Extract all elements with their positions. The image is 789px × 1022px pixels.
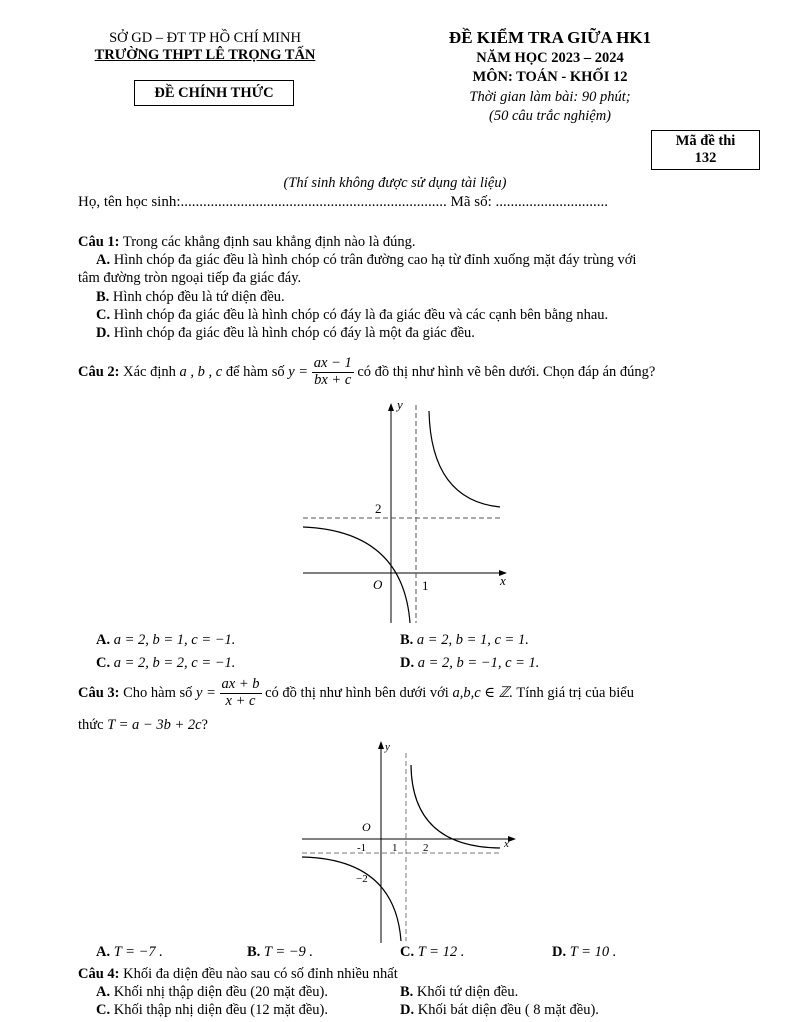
question-count: (50 câu trắc nghiệm) xyxy=(488,108,611,124)
q3-graph xyxy=(300,735,520,945)
q1-option-b: B. Hình chóp đều là tứ diện đều. xyxy=(96,289,285,305)
exam-code-label: Mã đề thi xyxy=(675,133,736,149)
y-axis-label: y xyxy=(385,741,390,753)
q4-option-a: A. Khối nhị thập diện đều (20 mặt đều). xyxy=(96,984,328,1000)
q2-graph xyxy=(295,395,510,625)
official-badge: ĐỀ CHÍNH THỨC xyxy=(134,80,294,106)
exam-code-box xyxy=(651,130,760,170)
exam-code: 132 xyxy=(694,150,717,166)
q2-option-d: D. a = 2, b = −1, c = 1. xyxy=(400,655,540,671)
exam-title: ĐỀ KIỂM TRA GIỮA HK1 xyxy=(448,28,652,47)
q4-option-d: D. Khối bát diện đều ( 8 mặt đều). xyxy=(400,1002,599,1018)
department-name: SỞ GD – ĐT TP HỒ CHÍ MINH xyxy=(109,30,301,46)
x-axis-label: x xyxy=(500,573,506,588)
q3-fraction: $\frac{ax + b}{x + c}$ xyxy=(221,676,260,710)
q3-option-a: A. T = −7 . xyxy=(96,944,163,960)
tick-y-2: 2 xyxy=(375,501,382,516)
tick-y-neg2: −2 xyxy=(356,873,368,885)
school-name: TRƯỜNG THPT LÊ TRỌNG TẤN xyxy=(94,47,316,63)
tick-x-1: 1 xyxy=(392,842,398,854)
origin-label: O xyxy=(362,820,371,834)
q2-option-b: B. a = 2, b = 1, c = 1. xyxy=(400,632,529,648)
q4-option-b: B. Khối tứ diện đều. xyxy=(400,984,519,1000)
tick-x-neg1: -1 xyxy=(357,842,367,854)
q1-option-a-cont: tâm đường tròn ngoại tiếp đa giác đáy. xyxy=(78,270,302,286)
question-label: Câu 1: xyxy=(78,234,120,250)
y-axis-label: y xyxy=(397,397,403,412)
q1-option-d: D. Hình chóp đa giác đều là hình chóp có đáy là một đa giác đều. xyxy=(96,325,475,341)
question-4: Câu 4: Khối đa diện đều nào sau có số đỉnh nhiều nhất xyxy=(78,966,398,982)
question-2: Câu 2: Xác định a , b , c để hàm số y = $\frac{ax - 1}{bx + c}$ có đồ thị như hình vẽ bên dưới. Chọn đáp án đúng? xyxy=(78,355,656,389)
question-3: Câu 3: Cho hàm số y = $\frac{ax + b}{x + c}$ có đồ thị như hình bên dưới với a,b,c ∈ ℤ. Tính giá trị của biểu xyxy=(78,676,634,710)
q2-fraction: $\frac{ax - 1}{bx + c}$ xyxy=(313,355,352,389)
question-text: Trong các khẳng định sau khẳng định nào là đúng. xyxy=(122,234,416,250)
q3-option-c: C. T = 12 . xyxy=(400,944,465,960)
q3-option-b: B. T = −9 . xyxy=(247,944,314,960)
notice: (Thí sinh không được sử dụng tài liệu) xyxy=(283,175,507,191)
origin-label: O xyxy=(373,577,383,592)
school-year: NĂM HỌC 2023 – 2024 xyxy=(476,50,624,66)
question-1 xyxy=(78,234,416,251)
q3-option-d: D. T = 10 . xyxy=(552,944,617,960)
q2-option-a: A. a = 2, b = 1, c = −1. xyxy=(96,632,236,648)
exam-time: Thời gian làm bài: 90 phút; xyxy=(469,89,631,105)
question-3-line2: thức T = a − 3b + 2c? xyxy=(78,717,208,733)
student-info-line: Họ, tên học sinh:....................................................................... Mã số: .............................. xyxy=(78,194,608,210)
x-axis-label: x xyxy=(504,838,509,850)
q1-option-c: C. Hình chóp đa giác đều là hình chóp có đáy là đa giác đều và các cạnh bên bằng nhau. xyxy=(96,307,609,323)
subject: MÔN: TOÁN - KHỐI 12 xyxy=(472,69,628,85)
tick-x-1: 1 xyxy=(422,578,429,593)
q2-option-c: C. a = 2, b = 2, c = −1. xyxy=(96,655,236,671)
q1-option-a: A. Hình chóp đa giác đều là hình chóp có trân đường cao hạ từ đỉnh xuống mặt đáy trùng với xyxy=(96,252,637,268)
q4-option-c: C. Khối thập nhị diện đều (12 mặt đều). xyxy=(96,1002,328,1018)
tick-x-2: 2 xyxy=(423,842,429,854)
